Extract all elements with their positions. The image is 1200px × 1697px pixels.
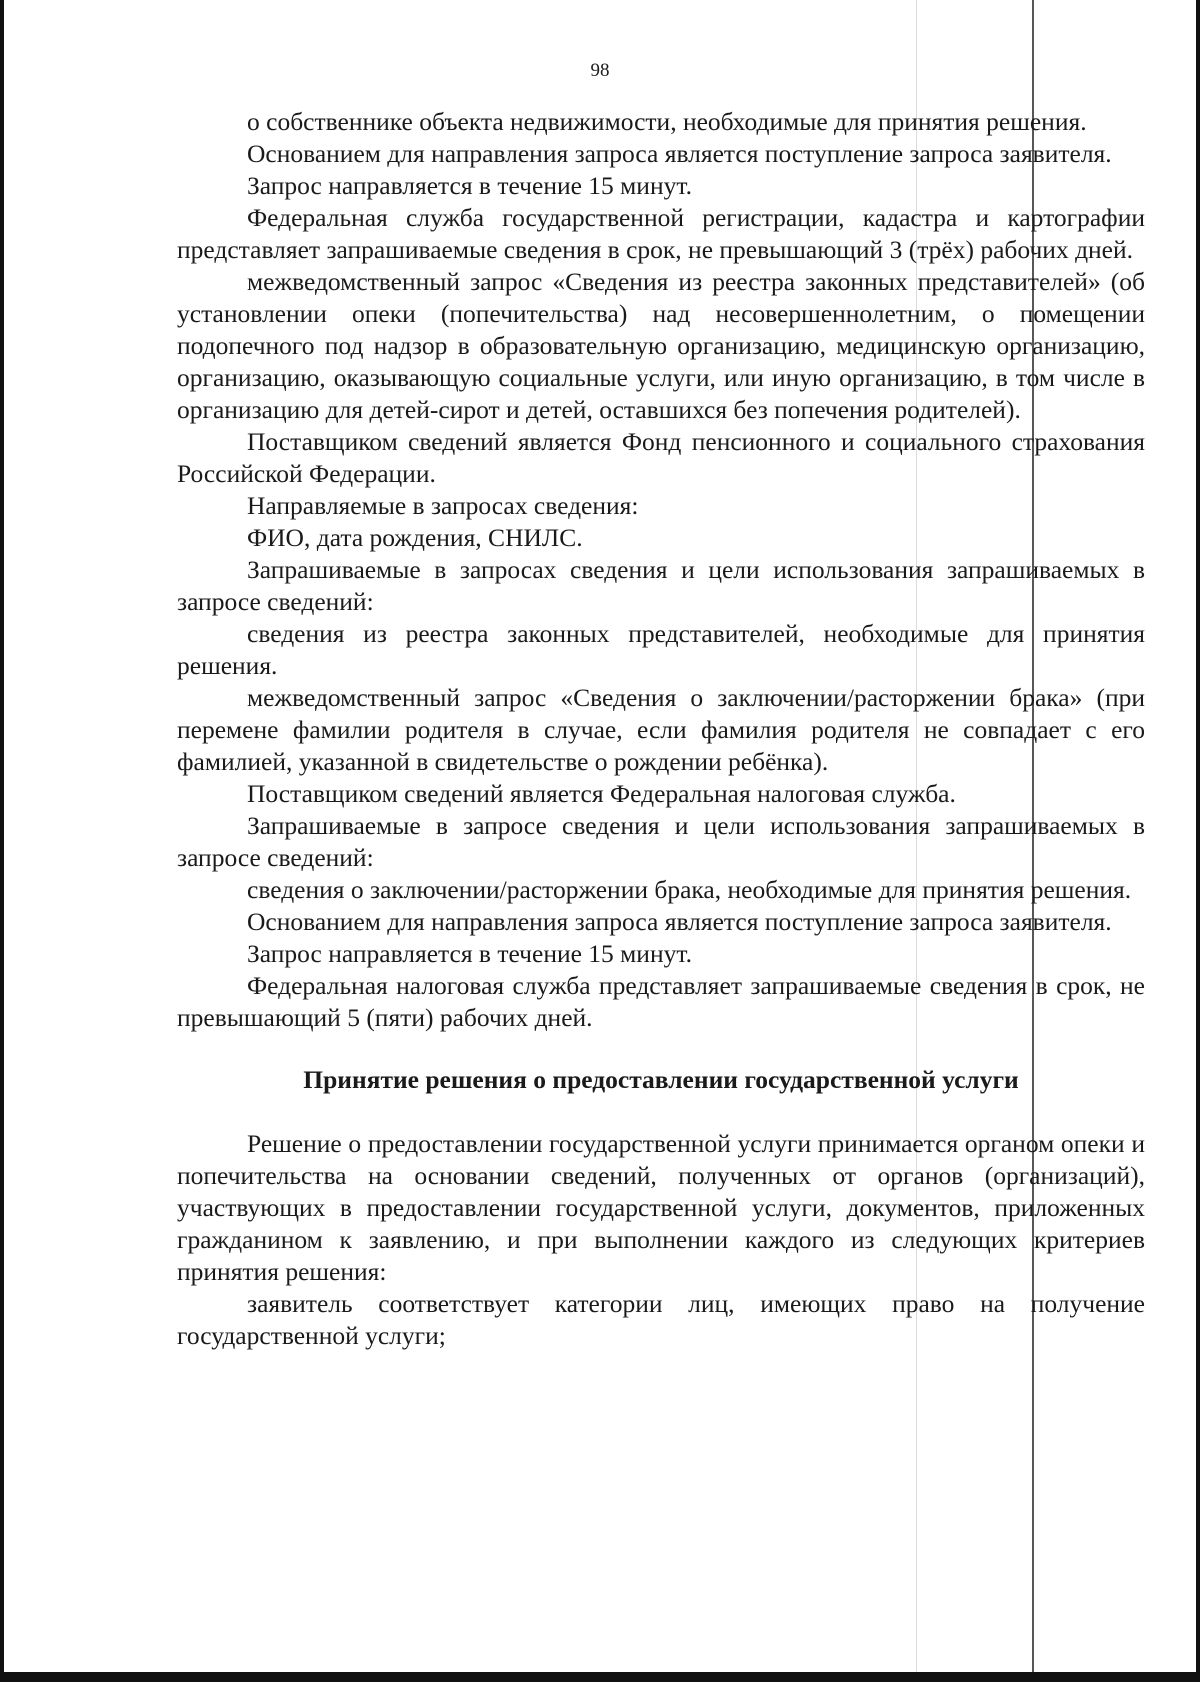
document-body — [177, 106, 1145, 1352]
paragraph: Запрашиваемые в запросе сведения и цели использования запрашиваемых в запросе сведений: — [177, 811, 1145, 872]
paragraph: Основанием для направления запроса является поступление запроса заявителя. — [247, 907, 1112, 936]
paragraph: межведомственный запрос «Сведения из реестра законных представителей» (об установлении опеки (попечительства) над несовершеннолетним, о помещении подопечного под надзор в образовательную организацию, медицинскую организацию, организацию, оказывающую социальные услуги, или иную организацию, в том числе в организацию для детей-сирот и детей, оставшихся без попечения родителей). — [177, 267, 1145, 424]
paragraph: сведения из реестра законных представителей, необходимые для принятия решения. — [177, 619, 1145, 680]
paragraph: Решение о предоставлении государственной услуги принимается органом опеки и попечительства на основании сведений, полученных от органов (организаций), участвующих в предоставлении государственной услуги, документов, приложенных гражданином к заявлению, и при выполнении каждого из следующих критериев принятия решения: — [177, 1129, 1145, 1286]
section-heading: Принятие решения о предоставлении государственной услуги — [303, 1065, 1019, 1094]
page-number: 98 — [590, 60, 610, 81]
paragraph: Направляемые в запросах сведения: — [247, 491, 639, 520]
scan-border-bottom — [0, 1672, 1200, 1682]
paragraph: сведения о заключении/расторжении брака, необходимые для принятия решения. — [247, 875, 1132, 904]
paragraph: о собственнике объекта недвижимости, необходимые для принятия решения. — [247, 107, 1087, 136]
scan-border-right — [1196, 0, 1200, 1680]
paragraph: Федеральная служба государственной регистрации, кадастра и картографии представляет запрашиваемые сведения в срок, не превышающий 3 (трёх) рабочих дней. — [177, 203, 1145, 264]
paragraph: Запрос направляется в течение 15 минут. — [247, 171, 692, 200]
scan-border-left — [0, 0, 4, 1680]
paragraph: заявитель соответствует категории лиц, имеющих право на получение государственной услуги; — [177, 1289, 1145, 1350]
paragraph: ФИО, дата рождения, СНИЛС. — [247, 523, 583, 552]
paragraph: межведомственный запрос «Сведения о заключении/расторжении брака» (при перемене фамилии родителя в случае, если фамилия родителя не совпадает с его фамилией, указанной в свидетельстве о рождении ребёнка). — [177, 683, 1145, 776]
paragraph: Запрос направляется в течение 15 минут. — [247, 939, 692, 968]
paragraph: Основанием для направления запроса является поступление запроса заявителя. — [247, 139, 1112, 168]
paragraph: Поставщиком сведений является Фонд пенсионного и социального страхования Российской Федерации. — [177, 427, 1145, 488]
paragraph: Запрашиваемые в запросах сведения и цели использования запрашиваемых в запросе сведений: — [177, 555, 1145, 616]
paragraph: Поставщиком сведений является Федеральная налоговая служба. — [247, 779, 956, 808]
paragraph: Федеральная налоговая служба представляет запрашиваемые сведения в срок, не превышающий 5 (пяти) рабочих дней. — [177, 971, 1145, 1032]
